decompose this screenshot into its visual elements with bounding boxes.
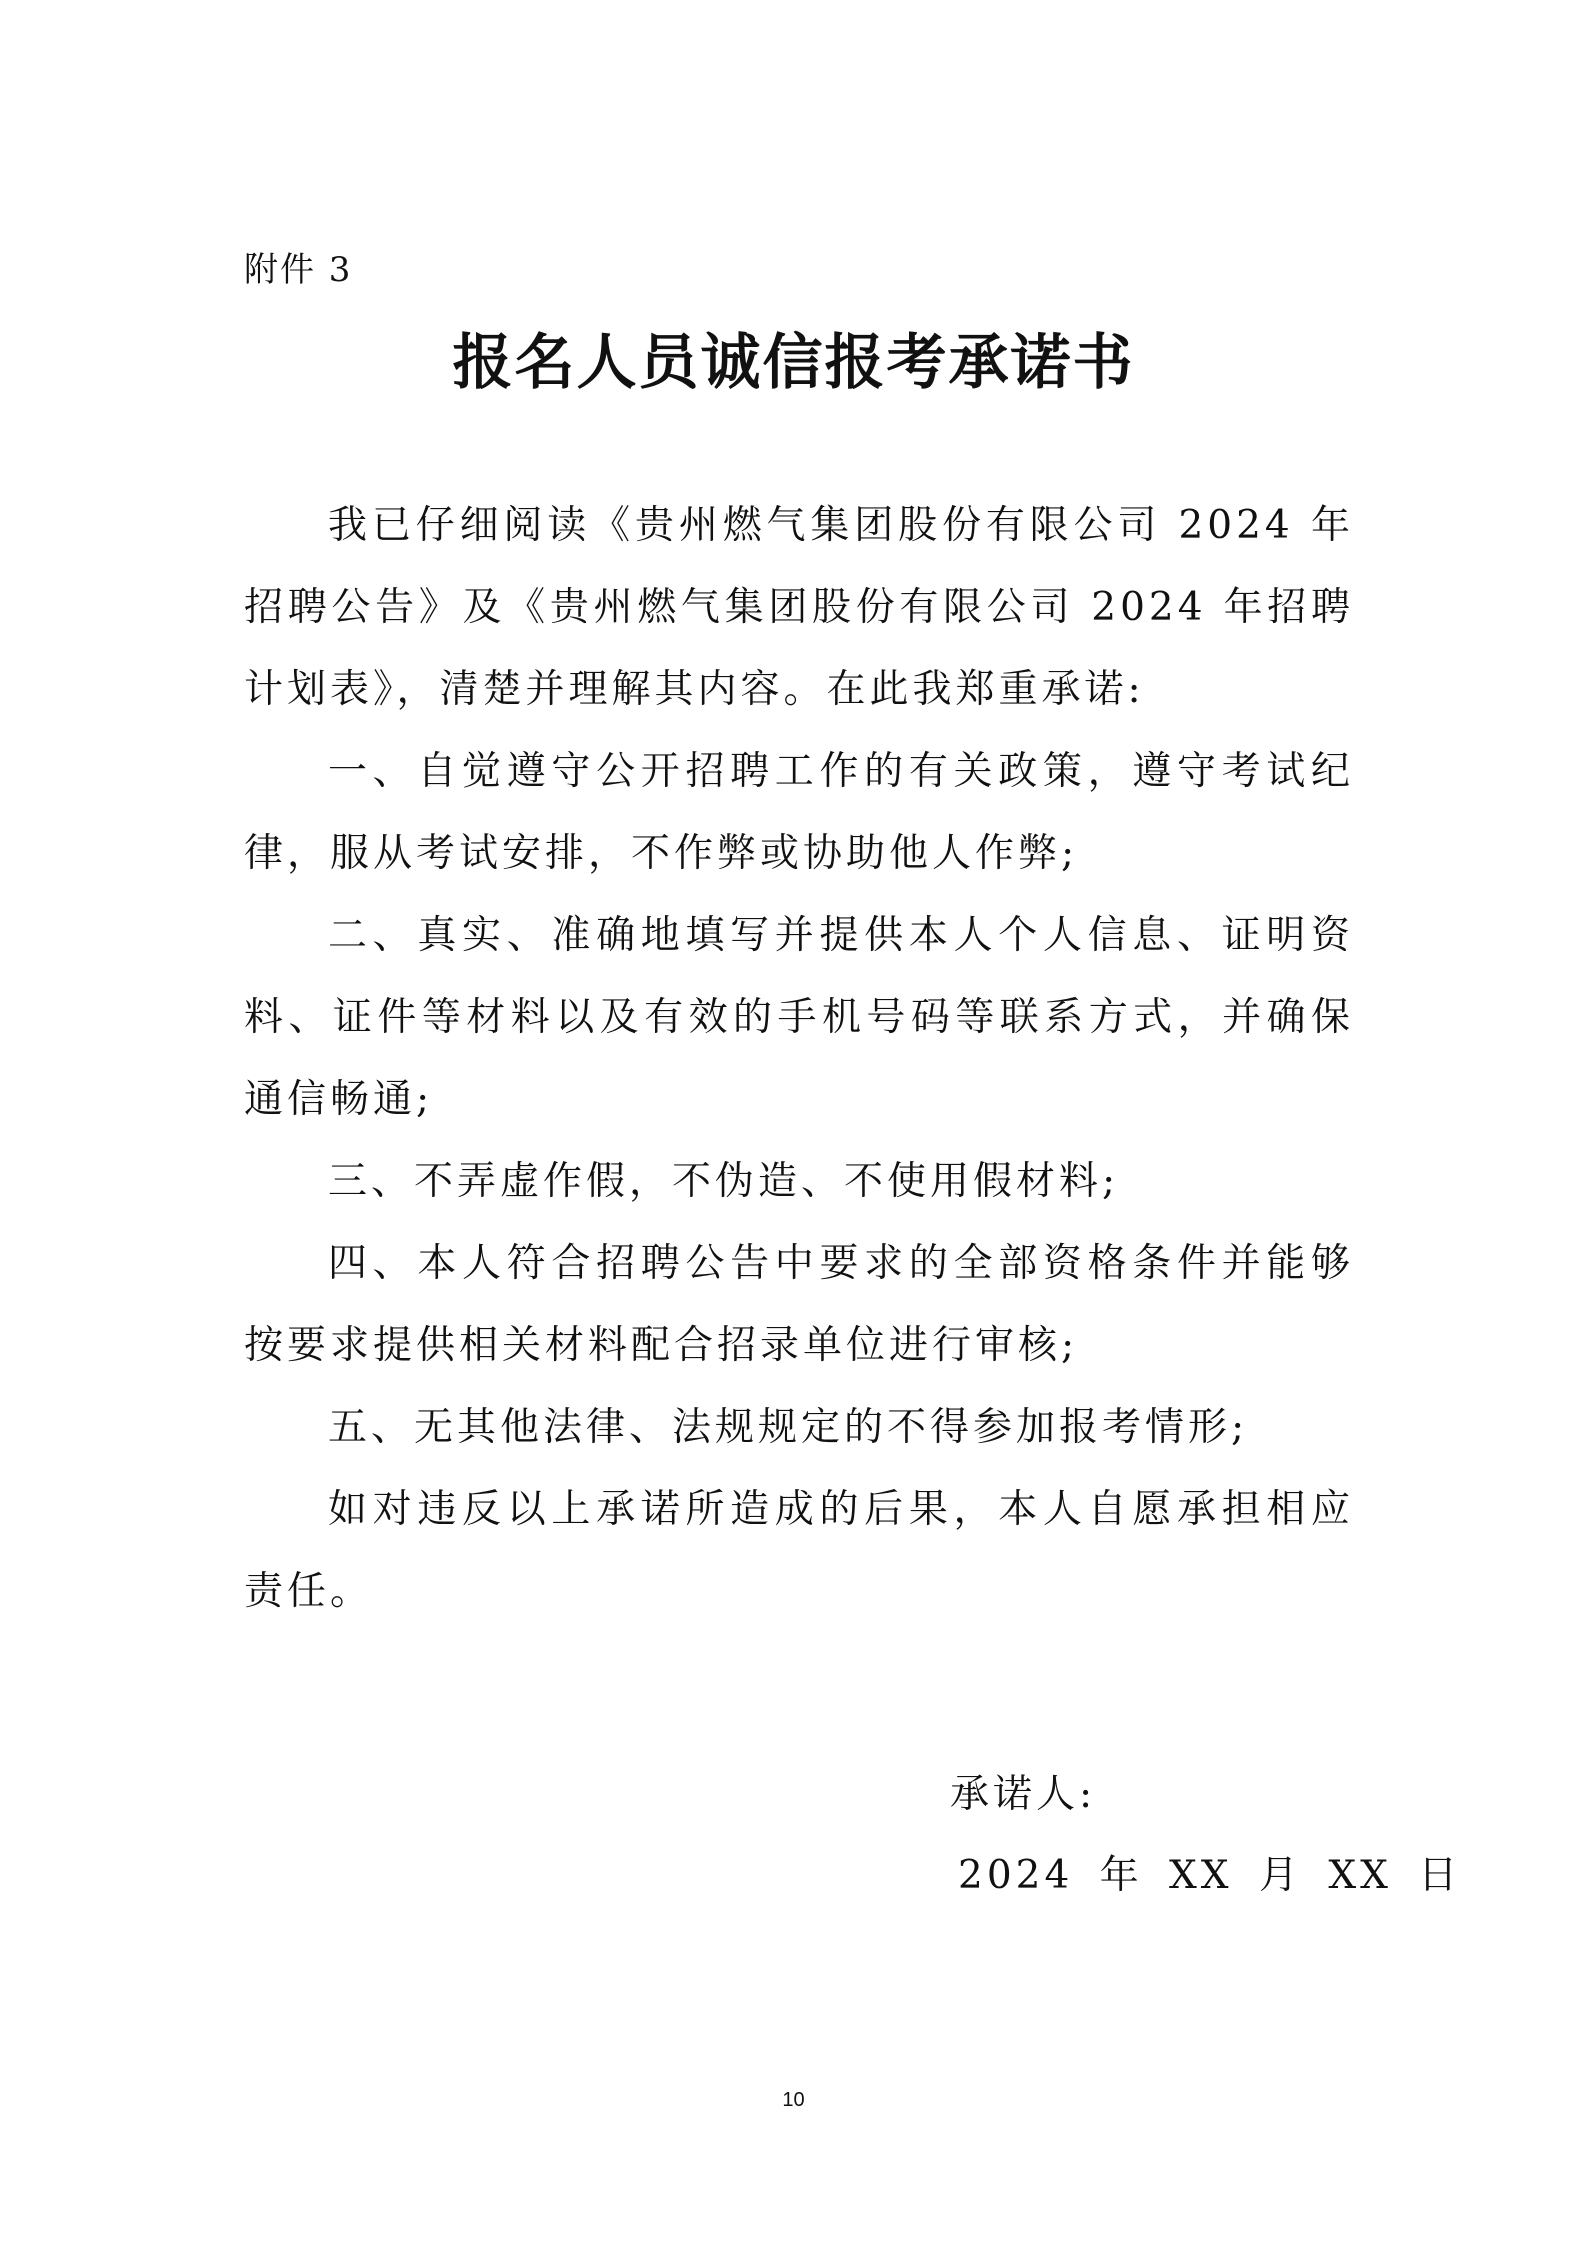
promise-item-3: 三、不弄虚作假，不伪造、不使用假材料;: [328, 1159, 1120, 1204]
closing-paragraph: 如对违反以上承诺所造成的后果，本人自愿承担相应责任。: [244, 1487, 1354, 1614]
document-body: [244, 485, 1354, 1633]
document-title: 报名人员诚信报考承诺书: [452, 328, 1135, 398]
attachment-label: 附件 3: [244, 250, 353, 290]
intro-paragraph: 我已仔细阅读《贵州燃气集团股份有限公司 2024 年招聘公告》及《贵州燃气集团股份有限公司 2024 年招聘计划表》，清楚并理解其内容。在此我郑重承诺:: [244, 503, 1354, 712]
signature-date: 2024 年 XX 月 XX 日: [958, 1853, 1462, 1898]
page-number: 10: [782, 2089, 805, 2111]
promise-item-5: 五、无其他法律、法规规定的不得参加报考情形;: [328, 1405, 1249, 1450]
promise-item-2: 二、真实、准确地填写并提供本人个人信息、证明资料、证件等材料以及有效的手机号码等联系方式，并确保通信畅通;: [244, 913, 1354, 1122]
promise-item-4: 四、本人符合招聘公告中要求的全部资格条件并能够按要求提供相关材料配合招录单位进行审核;: [244, 1241, 1354, 1368]
promise-item-1: 一、自觉遵守公开招聘工作的有关政策，遵守考试纪律，服从考试安排，不作弊或协助他人作弊;: [244, 749, 1354, 876]
signature-label: 承诺人:: [950, 1772, 1097, 1817]
